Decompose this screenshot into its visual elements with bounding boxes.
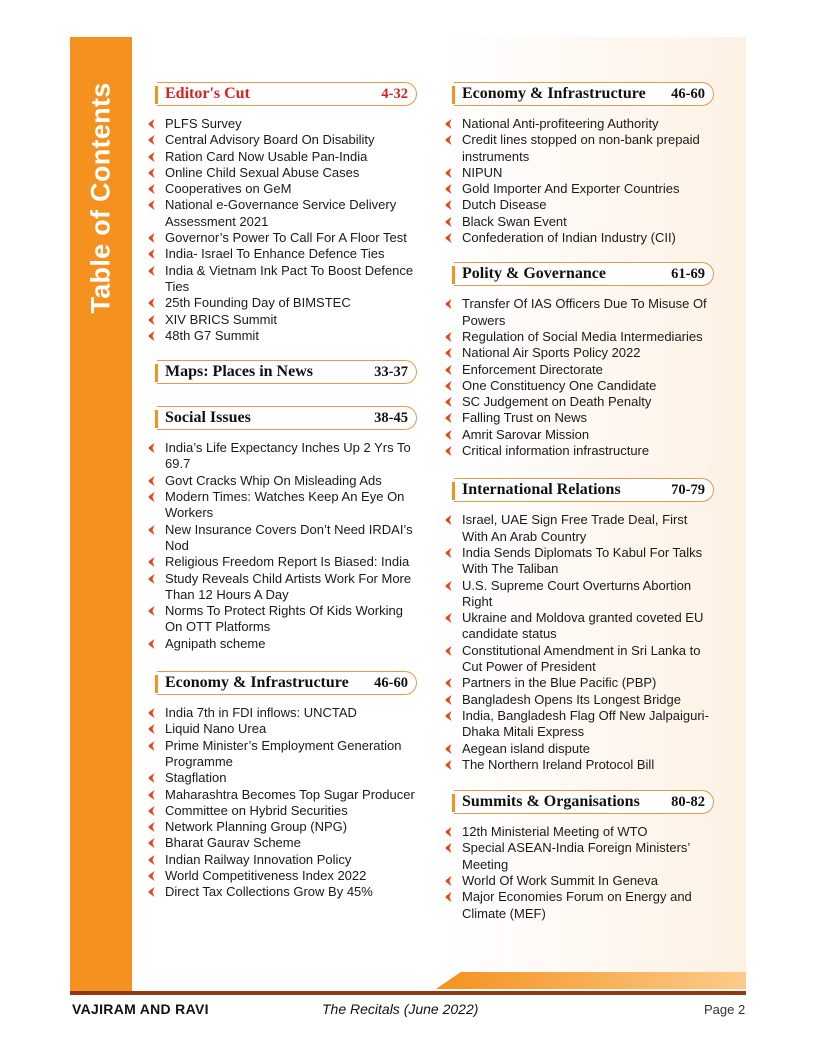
list-item-label: Critical information infrastructure	[462, 443, 650, 459]
footer-publication: The Recitals (June 2022)	[322, 1001, 479, 1017]
section-title: Summits & Organisations	[462, 793, 640, 811]
list-item-label: World Competitiveness Index 2022	[165, 867, 367, 883]
list-item-label: Religious Freedom Report Is Biased: India	[165, 554, 410, 570]
list-item[interactable]	[148, 116, 416, 132]
section-item-list	[148, 440, 416, 652]
bullet-arrow-icon	[445, 365, 452, 375]
bullet-arrow-icon	[148, 806, 155, 816]
list-item[interactable]	[445, 197, 713, 213]
bullet-arrow-icon	[445, 119, 452, 129]
list-item[interactable]	[148, 312, 416, 328]
list-item-label: Study Reveals Child Artists Work For More Than 12 Hours A Day	[165, 570, 412, 602]
bullet-arrow-icon	[148, 855, 155, 865]
section-item-list	[148, 705, 416, 901]
bullet-arrow-icon	[148, 331, 155, 341]
list-item[interactable]	[445, 840, 713, 873]
list-item-label: Maharashtra Becomes Top Sugar Producer	[165, 786, 415, 802]
bullet-arrow-icon	[445, 548, 452, 558]
list-item[interactable]	[445, 889, 713, 922]
section-page-range: 33-37	[374, 363, 408, 380]
left-column	[148, 82, 416, 901]
list-item[interactable]	[445, 824, 713, 840]
list-item-label: Liquid Nano Urea	[165, 721, 267, 737]
list-item[interactable]	[148, 636, 416, 652]
list-item-label: XIV BRICS Summit	[165, 311, 277, 327]
section-header[interactable]	[157, 671, 417, 695]
list-item[interactable]	[148, 603, 416, 636]
section-page-range: 70-79	[671, 481, 705, 498]
list-item-label: Special ASEAN-India Foreign Ministers’ Meeting	[462, 840, 690, 872]
list-item[interactable]	[445, 214, 713, 230]
bullet-arrow-icon	[445, 515, 452, 525]
bullet-arrow-icon	[148, 525, 155, 535]
bullet-arrow-icon	[445, 843, 452, 853]
section-title: Social Issues	[165, 409, 251, 427]
list-item[interactable]	[445, 394, 713, 410]
section-item-list	[445, 512, 713, 773]
list-item[interactable]	[148, 181, 416, 197]
list-item[interactable]	[148, 554, 416, 570]
section-editor-s-cut	[148, 82, 416, 344]
list-item-label: Israel, UAE Sign Free Trade Deal, First With An Arab Country	[462, 512, 688, 544]
list-item[interactable]	[148, 522, 416, 555]
list-item-label: U.S. Supreme Court Overturns Abortion Right	[462, 577, 692, 609]
list-item[interactable]	[148, 328, 416, 344]
bullet-arrow-icon	[445, 711, 452, 721]
section-maps-places-in-news	[148, 360, 416, 384]
footer-page-number: Page 2	[704, 1002, 746, 1017]
list-item[interactable]	[148, 149, 416, 165]
section-page-range: 4-32	[381, 85, 408, 102]
list-item-label: Black Swan Event	[462, 213, 567, 229]
list-item-label: Prime Minister’s Employment Generation Programme	[165, 737, 402, 769]
bullet-arrow-icon	[445, 760, 452, 770]
list-item-label: Norms To Protect Rights Of Kids Working On OTT Platforms	[165, 603, 403, 635]
section-item-list	[148, 116, 416, 344]
list-item[interactable]	[148, 868, 416, 884]
list-item[interactable]	[148, 440, 416, 473]
bullet-arrow-icon	[445, 744, 452, 754]
list-item-label: One Constituency One Candidate	[462, 377, 657, 393]
list-item-label: Confederation of Indian Industry (CII)	[462, 230, 676, 246]
list-item-label: Gold Importer And Exporter Countries	[462, 181, 680, 197]
list-item-label: 25th Founding Day of BIMSTEC	[165, 295, 351, 311]
bullet-arrow-icon	[148, 838, 155, 848]
list-item-label: Partners in the Blue Pacific (PBP)	[462, 675, 657, 691]
bullet-arrow-icon	[445, 446, 452, 456]
section-header[interactable]	[157, 406, 417, 430]
list-item-label: Online Child Sexual Abuse Cases	[165, 164, 360, 180]
list-item-label: Bharat Gaurav Scheme	[165, 835, 301, 851]
list-item[interactable]	[148, 263, 416, 296]
list-item[interactable]	[148, 787, 416, 803]
footer-rule	[70, 991, 746, 995]
list-item-label: India- Israel To Enhance Defence Ties	[165, 246, 385, 262]
list-item[interactable]	[148, 852, 416, 868]
section-page-range: 46-60	[671, 85, 705, 102]
list-item[interactable]	[148, 705, 416, 721]
bullet-arrow-icon	[148, 574, 155, 584]
bullet-arrow-icon	[148, 168, 155, 178]
section-page-range: 61-69	[671, 265, 705, 282]
list-item-label: India, Bangladesh Flag Off New Jalpaiguri-Dhaka Mitali Express	[462, 707, 709, 740]
bullet-arrow-icon	[148, 741, 155, 751]
right-column	[445, 82, 713, 922]
bullet-arrow-icon	[445, 613, 452, 623]
list-item-label: National Air Sports Policy 2022	[462, 345, 641, 361]
section-polity-governance	[445, 262, 713, 459]
list-item[interactable]	[148, 770, 416, 786]
list-item[interactable]	[148, 246, 416, 262]
section-title: Economy & Infrastructure	[462, 85, 646, 102]
list-item-label: The Northern Ireland Protocol Bill	[462, 756, 655, 772]
list-item-label: NIPUN	[462, 164, 503, 180]
section-item-list	[445, 824, 713, 922]
bullet-arrow-icon	[148, 557, 155, 567]
side-title: Table of Contents	[85, 82, 116, 314]
list-item-label: Ukraine and Moldova granted coveted EU candidate status	[462, 610, 704, 642]
list-item-label: Constitutional Amendment in Sri Lanka to Cut Power of President	[462, 642, 701, 675]
bullet-arrow-icon	[148, 184, 155, 194]
list-item[interactable]	[148, 197, 416, 230]
bullet-arrow-icon	[445, 135, 452, 145]
bullet-arrow-icon	[148, 492, 155, 502]
list-item[interactable]	[445, 132, 713, 165]
list-item[interactable]	[445, 643, 713, 676]
bullet-arrow-icon	[445, 348, 452, 358]
bullet-arrow-icon	[148, 119, 155, 129]
list-item-label: Cooperatives on GeM	[165, 181, 292, 197]
list-item-label: Amrit Sarovar Mission	[462, 426, 590, 442]
bullet-arrow-icon	[445, 168, 452, 178]
list-item[interactable]	[445, 116, 713, 132]
list-item-label: Falling Trust on News	[462, 410, 587, 426]
list-item-label: National e-Governance Service Delivery Assessment 2021	[165, 197, 397, 229]
bullet-arrow-icon	[445, 892, 452, 902]
list-item-label: Ration Card Now Usable Pan-India	[165, 148, 368, 164]
bullet-arrow-icon	[445, 876, 452, 886]
list-item-label: Direct Tax Collections Grow By 45%	[165, 884, 373, 900]
bullet-arrow-icon	[148, 708, 155, 718]
list-item-label: Committee on Hybrid Securities	[165, 802, 348, 818]
bullet-arrow-icon	[148, 152, 155, 162]
bullet-arrow-icon	[445, 646, 452, 656]
list-item[interactable]	[148, 165, 416, 181]
list-item[interactable]	[445, 741, 713, 757]
bullet-arrow-icon	[148, 233, 155, 243]
list-item-label: Bangladesh Opens Its Longest Bridge	[462, 691, 681, 707]
section-page-range: 38-45	[374, 409, 408, 426]
section-item-list	[445, 296, 713, 459]
bullet-arrow-icon	[445, 430, 452, 440]
list-item-label: Agnipath scheme	[165, 635, 266, 651]
list-item[interactable]	[445, 757, 713, 773]
list-item-label: India & Vietnam Ink Pact To Boost Defence Ties	[165, 262, 414, 294]
list-item[interactable]	[445, 345, 713, 361]
section-economy-infrastructure	[445, 82, 713, 246]
list-item-label: Governor’s Power To Call For A Floor Test	[165, 230, 407, 246]
bullet-arrow-icon	[148, 298, 155, 308]
list-item-label: India 7th in FDI inflows: UNCTAD	[165, 705, 357, 721]
section-header[interactable]	[157, 360, 417, 384]
list-item-label: Modern Times: Watches Keep An Eye On Workers	[165, 489, 405, 521]
list-item[interactable]	[445, 708, 713, 741]
list-item-label: 12th Ministerial Meeting of WTO	[462, 824, 648, 840]
list-item[interactable]	[148, 132, 416, 148]
section-item-list	[445, 116, 713, 246]
list-item[interactable]	[148, 738, 416, 771]
bullet-arrow-icon	[445, 299, 452, 309]
list-item[interactable]	[445, 296, 713, 329]
bullet-arrow-icon	[148, 200, 155, 210]
bullet-arrow-icon	[445, 217, 452, 227]
list-item[interactable]	[445, 692, 713, 708]
bullet-arrow-icon	[148, 476, 155, 486]
bullet-arrow-icon	[445, 397, 452, 407]
list-item[interactable]	[148, 884, 416, 900]
section-header[interactable]	[454, 478, 714, 502]
list-item[interactable]	[445, 545, 713, 578]
bullet-arrow-icon	[148, 871, 155, 881]
section-economy-infrastructure	[148, 671, 416, 901]
list-item-label: Central Advisory Board On Disability	[165, 132, 375, 148]
list-item-label: PLFS Survey	[165, 116, 242, 131]
bullet-arrow-icon	[148, 443, 155, 453]
bullet-arrow-icon	[148, 249, 155, 259]
list-item-label: Govt Cracks Whip On Misleading Ads	[165, 472, 382, 488]
section-title: Polity & Governance	[462, 265, 606, 283]
section-title: Economy & Infrastructure	[165, 674, 349, 692]
list-item-label: Stagflation	[165, 770, 227, 786]
list-item[interactable]	[445, 610, 713, 643]
list-item[interactable]	[445, 378, 713, 394]
list-item[interactable]	[445, 329, 713, 345]
section-international-relations	[445, 478, 713, 773]
section-header[interactable]	[157, 82, 417, 106]
bullet-arrow-icon	[445, 413, 452, 423]
list-item[interactable]	[148, 835, 416, 851]
list-item-label: Network Planning Group (NPG)	[165, 819, 348, 835]
list-item-label: India Sends Diplomats To Kabul For Talks With The Taliban	[462, 544, 703, 577]
bullet-arrow-icon	[148, 315, 155, 325]
bullet-arrow-icon	[148, 790, 155, 800]
bullet-arrow-icon	[148, 135, 155, 145]
list-item-label: Enforcement Directorate	[462, 361, 603, 377]
section-social-issues	[148, 406, 416, 652]
decorative-stripe	[436, 972, 746, 989]
list-item-label: Transfer Of IAS Officers Due To Misuse Of Powers	[462, 296, 707, 328]
list-item-label: 48th G7 Summit	[165, 327, 259, 343]
bullet-arrow-icon	[148, 887, 155, 897]
list-item-label: Major Economies Forum on Energy and Climate (MEF)	[462, 889, 692, 921]
list-item[interactable]	[445, 443, 713, 459]
bullet-arrow-icon	[445, 184, 452, 194]
list-item-label: World Of Work Summit In Geneva	[462, 872, 659, 888]
bullet-arrow-icon	[445, 233, 452, 243]
bullet-arrow-icon	[148, 266, 155, 276]
section-title: Editor's Cut	[165, 85, 250, 102]
list-item[interactable]	[148, 473, 416, 489]
section-title: International Relations	[462, 481, 621, 499]
list-item-label: National Anti-profiteering Authority	[462, 116, 659, 131]
bullet-arrow-icon	[445, 678, 452, 688]
section-summits-organisations	[445, 790, 713, 922]
footer-publisher: VAJIRAM AND RAVI	[72, 1001, 209, 1017]
list-item[interactable]	[445, 165, 713, 181]
bullet-arrow-icon	[445, 200, 452, 210]
bullet-arrow-icon	[148, 773, 155, 783]
list-item-label: Dutch Disease	[462, 197, 547, 213]
list-item-label: Indian Railway Innovation Policy	[165, 851, 352, 867]
list-item[interactable]	[148, 571, 416, 604]
list-item-label: India’s Life Expectancy Inches Up 2 Yrs To 69.7	[165, 440, 411, 472]
bullet-arrow-icon	[148, 724, 155, 734]
section-header[interactable]	[454, 262, 714, 286]
list-item[interactable]	[445, 873, 713, 889]
list-item[interactable]	[148, 295, 416, 311]
bullet-arrow-icon	[445, 581, 452, 591]
list-item[interactable]	[445, 578, 713, 611]
list-item-label: New Insurance Covers Don’t Need IRDAI’s Nod	[165, 521, 413, 553]
list-item-label: Aegean island dispute	[462, 740, 590, 756]
list-item[interactable]	[148, 803, 416, 819]
list-item[interactable]	[445, 181, 713, 197]
list-item-label: Credit lines stopped on non-bank prepaid instruments	[462, 132, 700, 164]
section-page-range: 80-82	[671, 793, 705, 810]
section-header[interactable]	[454, 790, 714, 814]
list-item[interactable]	[445, 675, 713, 691]
bullet-arrow-icon	[148, 822, 155, 832]
section-header[interactable]	[454, 82, 714, 106]
list-item[interactable]	[148, 489, 416, 522]
section-page-range: 46-60	[374, 674, 408, 691]
list-item-label: SC Judgement on Death Penalty	[462, 394, 652, 410]
bullet-arrow-icon	[445, 332, 452, 342]
list-item[interactable]	[148, 819, 416, 835]
bullet-arrow-icon	[148, 606, 155, 616]
bullet-arrow-icon	[148, 639, 155, 649]
section-title: Maps: Places in News	[165, 363, 313, 381]
list-item[interactable]	[445, 427, 713, 443]
list-item-label: Regulation of Social Media Intermediaries	[462, 328, 703, 344]
bullet-arrow-icon	[445, 381, 452, 391]
bullet-arrow-icon	[445, 827, 452, 837]
list-item[interactable]	[148, 721, 416, 737]
list-item[interactable]	[445, 362, 713, 378]
list-item[interactable]	[445, 410, 713, 426]
list-item[interactable]	[445, 230, 713, 246]
list-item[interactable]	[148, 230, 416, 246]
list-item[interactable]	[445, 512, 713, 545]
bullet-arrow-icon	[445, 695, 452, 705]
